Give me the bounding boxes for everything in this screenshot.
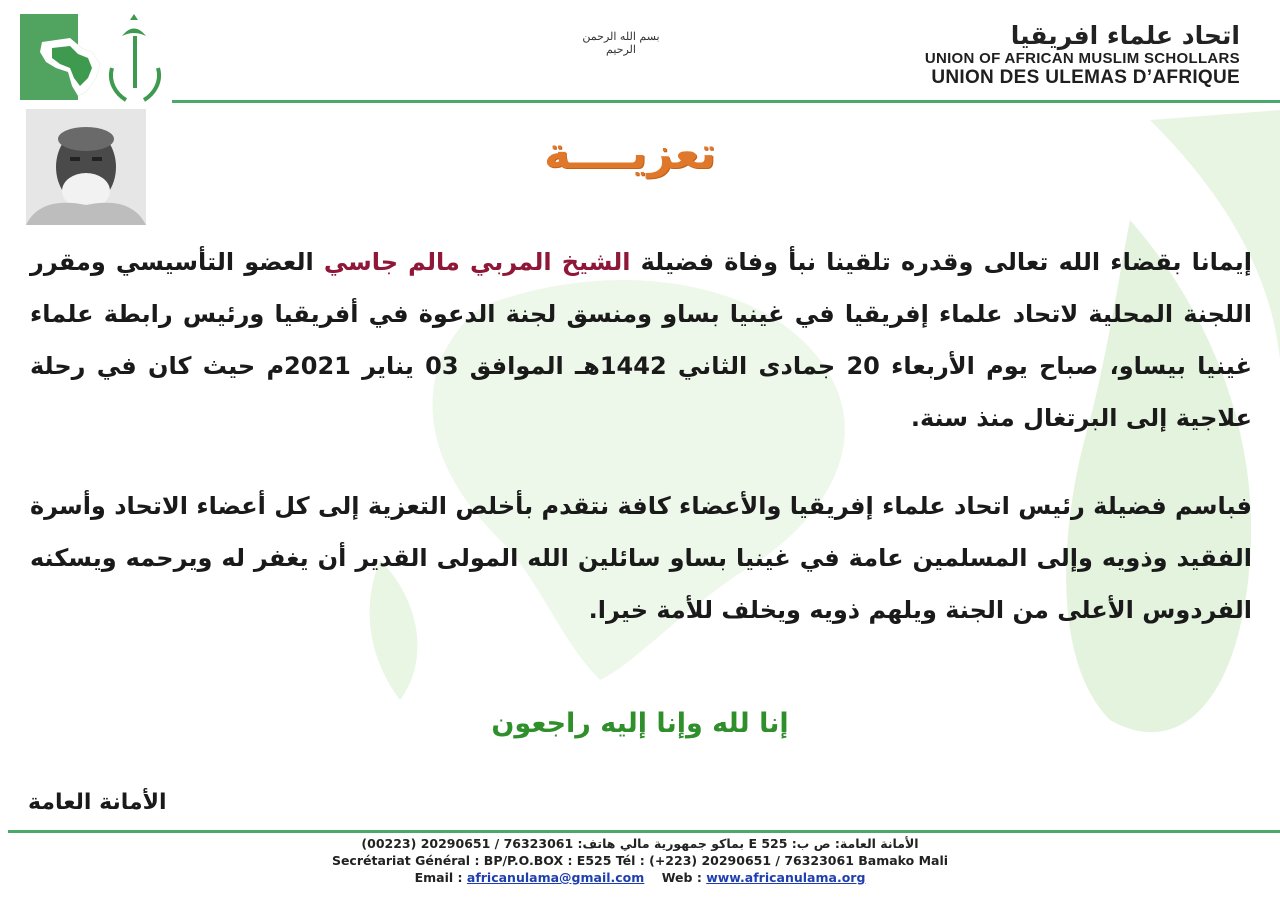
footer-contact bbox=[100, 870, 1180, 886]
africa-map-palm-logo bbox=[12, 8, 172, 106]
union-logo bbox=[12, 8, 172, 106]
signature: الأمانة العامة bbox=[28, 790, 167, 815]
website-link[interactable]: www.africanulama.org bbox=[706, 870, 866, 885]
condolence-paragraph-1 bbox=[30, 236, 1252, 444]
bismillah-calligraphy: بسم الله الرحمن الرحيم bbox=[582, 30, 660, 56]
deceased-name: الشيخ المربي مالم جاسي bbox=[323, 248, 631, 276]
paragraph-text: العضو التأسيسي ومقرر اللجنة المحلية لاتحاد علماء إفريقيا في غينيا بساو ومنسق لجنة الدعوة في أفريقيا ورئيس رابطة علماء غينيا بيساو، صباح يوم الأربعاء 20 جمادى الثاني 1442هـ الموافق 03 يناير 2021م حيث كان في رحلة علاجية إلى البرتغال منذ سنة. bbox=[30, 248, 1252, 432]
email-link[interactable]: africanulama@gmail.com bbox=[466, 870, 645, 885]
paragraph-text: إيمانا بقضاء الله تعالى وقدره تلقينا نبأ وفاة فضيلة bbox=[630, 248, 1253, 276]
web-label: Web : bbox=[661, 870, 702, 885]
deceased-portrait bbox=[26, 109, 146, 225]
portrait-photo bbox=[26, 109, 146, 225]
org-name-french: UNION DES ULEMAS D’AFRIQUE bbox=[931, 67, 1240, 88]
condolence-paragraph-2: فباسم فضيلة رئيس اتحاد علماء إفريقيا والأعضاء كافة نتقدم بأخلص التعزية إلى كل أعضاء الاتحاد وأسرة الفقيد وذويه وإلى المسلمين عامة في غينيا بساو سائلين الله المولى القدير أن يغفر له ويرحمه ويسكنه الفردوس الأعلى من الجنة ويلهم ذويه ويخلف للأمة خيرا. bbox=[30, 492, 1252, 624]
header-divider bbox=[172, 100, 1280, 103]
quran-phrase: إنا لله وإنا إليه راجعون bbox=[491, 708, 789, 739]
email-label: Email : bbox=[414, 870, 463, 885]
org-name-arabic: اتحاد علماء افريقيا bbox=[1010, 21, 1240, 50]
footer-address-french: Secrétariat Général : BP/P.O.BOX : E525 Tél : (+223) 20290651 / 76323061 Bamako Mali bbox=[331, 853, 949, 868]
page-title: تعزيــــة bbox=[543, 128, 717, 179]
footer-divider bbox=[8, 830, 1280, 833]
org-name-block bbox=[820, 22, 1240, 89]
org-name-english: UNION OF AFRICAN MUSLIM SCHOLLARS bbox=[924, 50, 1240, 67]
footer-address-arabic: الأمانة العامة: ص ب: E 525 بماكو جمهورية مالي هاتف: 76323061 / 20290651 (00223) bbox=[361, 836, 919, 851]
